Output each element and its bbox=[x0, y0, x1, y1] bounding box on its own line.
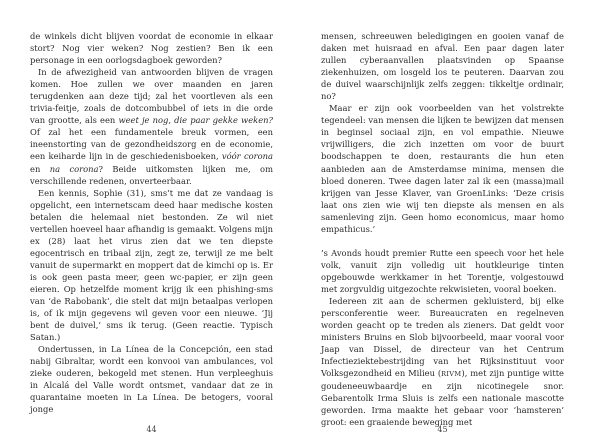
paragraph bbox=[321, 295, 564, 429]
paragraph bbox=[321, 102, 564, 235]
italic-phrase: vóór corona bbox=[221, 151, 273, 162]
text-run: Of zal het een fundamentele breuk vormen, een ineenstorting van de gezondheidszorg en de economie, een keiharde lijn in de geschiedenisboeken, bbox=[30, 127, 273, 162]
text-run: en bbox=[30, 163, 50, 174]
paragraph bbox=[321, 247, 564, 295]
text-run: Iedereen zit aan de schermen gekluisterd, bij elke persconferentie weer. Bureaucraten en regelneven worden geacht op te treden als zieners. Dat geldt voor ministers Bruins en Slob bijvoorbeeld, maar vooral voor Jaap van Dissel, de directeur van het Centrum Infectieziektebestrijding van het Rijksinstituut voor Volksgezondheid en Milieu ( bbox=[321, 295, 564, 379]
left-page-text bbox=[30, 30, 273, 416]
small-caps-abbreviation: RIVM bbox=[441, 370, 462, 379]
paragraph bbox=[30, 343, 273, 415]
paragraph bbox=[30, 30, 273, 66]
text-run: Maar er zijn ook voorbeelden van het volstrekte tegendeel: van mensen die lijken te bewijzen dat mensen in beginsel sociaal zijn, en vol empathie. Nieuwe vrijwilligers, die zich inzetten om voor de buurt boodschappen te doen, restaurants die hun eten aanbieden aan de Amsterdamse minima, mensen die bloed doneren. Twee dagen later zal ik een (massa)mail krijgen van Jesse Klaver, van GroenLinks: ‘Deze crisis laat ons zien wie wij ten diepste als mensen en als samenleving zijn. Geen homo economicus, maar homo empathicus.’ bbox=[321, 103, 564, 234]
paragraph bbox=[30, 187, 273, 344]
left-page bbox=[30, 30, 273, 434]
paragraph bbox=[321, 30, 564, 102]
text-run: ’s Avonds houdt premier Rutte een speech voor het hele volk, vanuit zijn volledig uit houtkleurige tinten opgebouwde werkkamer in het Torentje, volgestouwd met zorgvuldig uitgezochte rekwisieten, vooral boeken. bbox=[321, 247, 564, 294]
right-page-text bbox=[321, 30, 564, 429]
text-run: Ondertussen, in La Línea de la Concepción, een stad nabij Gibraltar, wordt een konvooi van ambulances, vol zieke ouderen, bekogeld met stenen. Hun verpleeghuis in Alcalá del Valle wordt ontsmet, vandaar dat ze in quarantaine moeten in La Línea. De betogers, vooral jonge bbox=[30, 344, 273, 415]
paragraph bbox=[30, 66, 273, 186]
text-run: ), met zijn puntige witte goudeneeuwbaardje en zijn nicotinegele snor. Gebarentolk Irma Sluis is zelfs een nationale mascotte geworden. Irma maakte het gebaar voor ‘hamsteren’ groot: een graaiende beweging met bbox=[321, 368, 564, 428]
text-run: mensen, schreeuwen beledigingen en gooien vanaf de daken met huisraad en afval. Een paar dagen later zullen cyberaanvallen plaatsvinden op Spaanse ziekenhuizen, om losgeld los te peuteren. Daarvan zou de duivel waarschijnlijk zelfs zeggen: tikkeltje ordinair, no? bbox=[321, 31, 564, 102]
italic-phrase: weet je nog, die paar gekke weken? bbox=[118, 115, 273, 126]
right-page bbox=[321, 30, 564, 434]
text-run: In de afwezigheid van antwoorden blijven de vragen komen. Hoe zullen we over maanden en jaren terugdenken aan deze tijd; zal het voortleven als een trivia-feitje, zoals de dotcombubbel of iets in die orde van grootte, als een bbox=[30, 67, 273, 126]
text-run: ? Beide uitkomsten lijken me, om verschillende redenen, onverteerbaar. bbox=[30, 163, 273, 186]
text-run: Een kennis, Sophie (31), sms’t me dat ze vandaag is opgelicht, een internetscam deed haar medische kosten betalen die helemaal niet bestonden. Ze wil niet vertellen hoeveel haar afhandig is gemaakt. Volgens mijn ex (28) laat het virus zien dat we ten diepste egocentrisch en tribaal zijn, zegt ze, terwijl ze me belt vanuit de supermarkt en moppert dat de kimchi op is. Er is ook geen pasta meer, geen wc-papier, er zijn geen eieren. Op hetzelfde moment krijg ik een phishing-sms van ‘de Rabobank’, die stelt dat mijn betaalpas verlopen is, of ik mijn gegevens wil geven voor een nieuwe. ‘Jij bent de duivel,’ sms ik terug. (Geen reactie. Typisch Satan.) bbox=[30, 187, 273, 343]
italic-phrase: na corona bbox=[49, 163, 99, 174]
page-number: 44 bbox=[146, 425, 157, 434]
page-number: 45 bbox=[437, 425, 448, 434]
text-run: de winkels dicht blijven voordat de economie in elkaar stort? Nog vier weken? Nog zestien? Ben ik een personage in een oorlogsdagboek geworden? bbox=[30, 31, 273, 66]
